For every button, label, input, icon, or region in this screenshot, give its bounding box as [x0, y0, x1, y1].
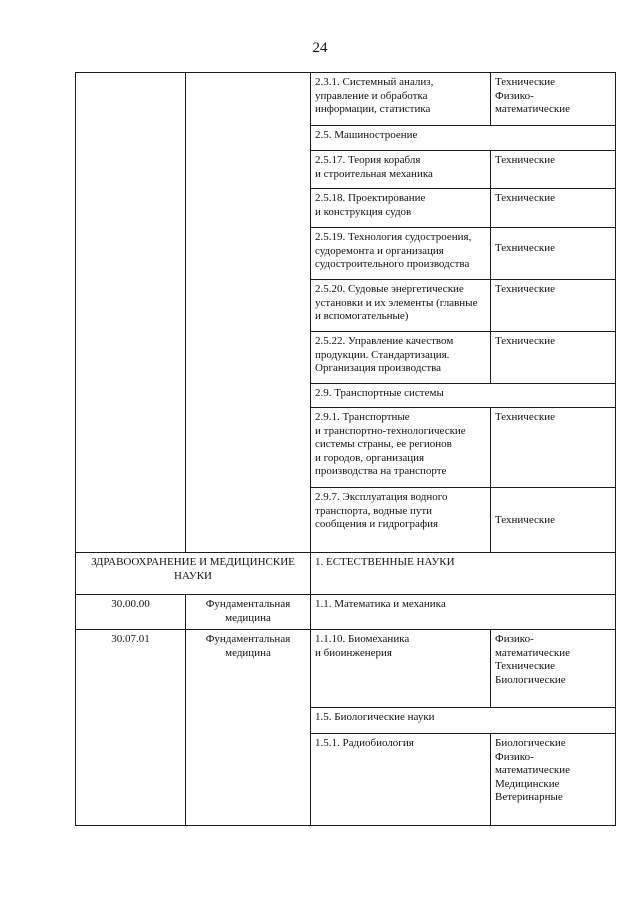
specialty-cell: 2.9.1. Транспортные и транспортно-технологические системы страны, ее регионов и городов, организация производства на транспорте — [311, 408, 491, 488]
section-heading: 1.5. Биологические науки — [311, 708, 616, 734]
empty-name-cell — [186, 73, 311, 553]
science-branch-cell: Технические — [491, 228, 616, 280]
specialty-cell: 2.9.7. Эксплуатация водного транспорта, водные пути сообщения и гидрография — [311, 488, 491, 553]
page-number: 24 — [312, 40, 328, 56]
specialties-table — [75, 72, 616, 826]
table-row — [76, 595, 616, 630]
section-heading: 2.5. Машиностроение — [311, 126, 616, 151]
code-cell: 30.00.00 — [76, 595, 186, 630]
science-branch-cell: Технические — [491, 488, 616, 553]
science-branch-cell: Технические — [491, 332, 616, 384]
specialty-cell: 1.5.1. Радиобиология — [311, 734, 491, 826]
specialty-cell: 2.5.22. Управление качеством продукции. Стандартизация. Организация производства — [311, 332, 491, 384]
specialty-cell: 2.5.17. Теория корабля и строительная механика — [311, 151, 491, 189]
specialty-cell: 2.5.18. Проектирование и конструкция судов — [311, 189, 491, 228]
specialty-cell: 2.3.1. Системный анализ, управление и обработка информации, статистика — [311, 73, 491, 126]
science-branch-cell: Технические — [491, 280, 616, 332]
specialty-cell: 2.5.19. Технология судостроения, судоремонта и организация судостроительного производства — [311, 228, 491, 280]
name-cell: Фундаментальная медицина — [186, 595, 311, 630]
area-heading: ЗДРАВООХРАНЕНИЕ И МЕДИЦИНСКИЕ НАУКИ — [76, 553, 311, 595]
specialty-cell: 1.1.10. Биомеханика и биоинженерия — [311, 630, 491, 708]
science-branch-cell: Биологические Физико- математические Медицинские Ветеринарные — [491, 734, 616, 826]
code-cell: 30.07.01 — [76, 630, 186, 826]
science-branch-cell: Технические Физико- математические — [491, 73, 616, 126]
section-heading: 2.9. Транспортные системы — [311, 384, 616, 408]
science-heading: 1. ЕСТЕСТВЕННЫЕ НАУКИ — [311, 553, 616, 595]
table-row — [76, 553, 616, 595]
science-branch-cell: Технические — [491, 189, 616, 228]
section-heading: 1.1. Математика и механика — [311, 595, 616, 630]
specialty-cell: 2.5.20. Судовые энергетические установки и их элементы (главные и вспомогательные) — [311, 280, 491, 332]
empty-code-cell — [76, 73, 186, 553]
table-row — [76, 73, 616, 126]
science-branch-cell: Технические — [491, 408, 616, 488]
name-cell: Фундаментальная медицина — [186, 630, 311, 826]
table-row — [76, 630, 616, 708]
science-branch-cell: Физико- математические Технические Биологические — [491, 630, 616, 708]
science-branch-cell: Технические — [491, 151, 616, 189]
